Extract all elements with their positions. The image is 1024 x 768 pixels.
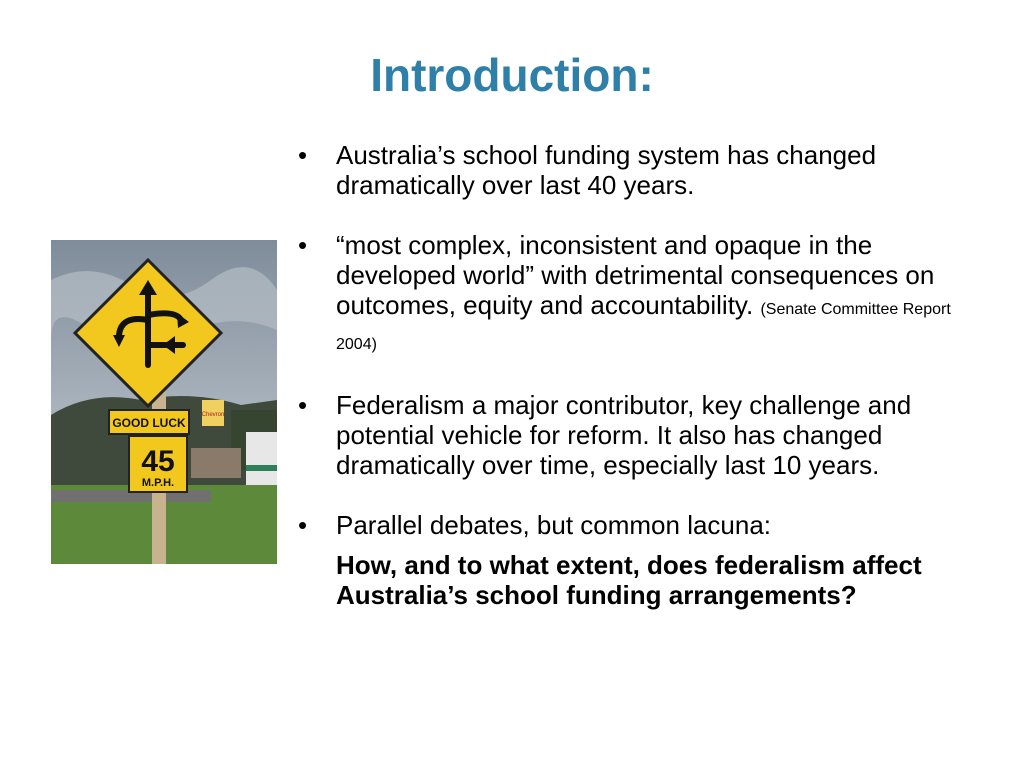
bullet-text: Federalism a major contributor, key challenge and potential vehicle for reform. It also has changed dramatically over time, especially last 10 years. [336, 390, 912, 480]
bullet-text: “most complex, inconsistent and opaque in the developed world” with detrimental consequences on outcomes, equity and accountability. [336, 230, 935, 320]
speed-unit: M.P.H. [141, 477, 175, 489]
bullet-icon: • [298, 230, 308, 260]
bus-stripe [246, 465, 277, 471]
bullet-list [296, 140, 986, 640]
road-sign-photo [51, 240, 277, 564]
bullet-text: Parallel debates, but common lacuna: [336, 510, 772, 540]
bullet-icon: • [298, 140, 308, 170]
bullet-text: Australia’s school funding system has changed dramatically over last 40 years. [336, 140, 877, 200]
bullet-item [296, 390, 986, 480]
bullet-icon: • [298, 510, 308, 540]
citation: (Senate Committee Report 2004) [336, 301, 951, 353]
speed-number: 45 [141, 445, 175, 478]
bullet-item [296, 510, 986, 610]
building [191, 448, 241, 478]
slide-title: Introduction: [370, 49, 654, 101]
bullet-item [296, 140, 986, 200]
good-luck-text: GOOD LUCK [112, 416, 186, 430]
shop-sign-text: Chevron [201, 412, 225, 418]
bus [246, 432, 277, 492]
bullet-icon: • [298, 390, 308, 420]
bullet-item [296, 230, 986, 360]
research-question: How, and to what extent, does federalism affect Australia’s school funding arrangements? [336, 550, 922, 610]
